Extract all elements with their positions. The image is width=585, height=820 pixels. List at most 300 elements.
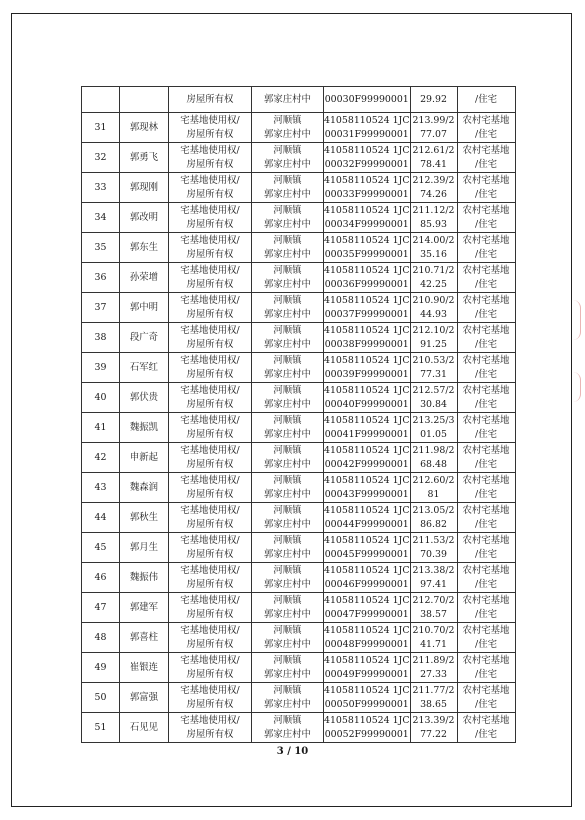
cell-code-line: 00039F99990001 — [324, 368, 409, 380]
cell-code-line: 41058110524 1JC — [324, 714, 410, 726]
cell-right-type-line: 房屋所有权 — [186, 458, 234, 470]
cell-right-type-line: 宅基地使用权/ — [180, 174, 240, 186]
cell-use-line: 农村宅基地 — [462, 594, 510, 606]
cell-location-line: 河顺镇 — [273, 444, 302, 456]
cell-use-line: 农村宅基地 — [462, 174, 510, 186]
cell-code-line: 41058110524 1JC — [324, 294, 410, 306]
cell-right-type-line: 房屋所有权 — [186, 548, 234, 560]
cell-code-line: 00050F99990001 — [324, 698, 409, 710]
cell-area-line: 212.10/2 — [412, 324, 455, 336]
cell-use — [457, 533, 515, 563]
seal-mark — [573, 372, 581, 402]
cell-location — [252, 203, 324, 233]
cell-code-line: 00042F99990001 — [324, 458, 409, 470]
cell-code — [324, 683, 411, 713]
cell-location — [252, 443, 324, 473]
cell-code — [324, 533, 411, 563]
cell-location-line: 郭家庄村中 — [264, 638, 311, 650]
cell-area-line: 211.12/2 — [412, 204, 455, 216]
cell-area-line: 30.84 — [420, 398, 447, 410]
cell-location-line: 郭家庄村中 — [264, 188, 311, 200]
cell-name: 郭富强 — [120, 683, 169, 713]
cell-use-line: 农村宅基地 — [462, 354, 510, 366]
cell-area-line: 70.39 — [420, 548, 447, 560]
cell-area-line: 213.39/2 — [412, 714, 455, 726]
cell-use-line: 农村宅基地 — [462, 264, 510, 276]
table-row — [82, 353, 516, 383]
cell-code — [324, 233, 411, 263]
cell-no: 43 — [82, 473, 120, 503]
cell-use — [457, 653, 515, 683]
cell-area — [410, 593, 457, 623]
table-row — [82, 533, 516, 563]
cell-location-line: 河顺镇 — [273, 714, 302, 726]
cell-right-type-line: 宅基地使用权/ — [180, 564, 240, 576]
cell-use — [457, 413, 515, 443]
cell-location-line: 河顺镇 — [273, 534, 302, 546]
cell-area-line: 212.39/2 — [412, 174, 455, 186]
cell-area — [410, 413, 457, 443]
cell-location-line: 郭家庄村中 — [264, 458, 311, 470]
cell-code — [324, 353, 411, 383]
cell-location — [252, 473, 324, 503]
cell-code-line: 41058110524 1JC — [324, 564, 410, 576]
seal-mark — [573, 300, 581, 340]
cell-location — [252, 353, 324, 383]
cell-right-type-line: 宅基地使用权/ — [180, 504, 240, 516]
cell-use — [457, 383, 515, 413]
cell-use-line: /住宅 — [475, 308, 497, 320]
cell-area — [410, 713, 457, 743]
cell-area-line: 210.53/2 — [412, 354, 455, 366]
cell-location-line: 郭家庄村中 — [264, 428, 311, 440]
table-row — [82, 593, 516, 623]
cell-use-line: /住宅 — [475, 338, 497, 350]
cell-location-line: 河顺镇 — [273, 144, 302, 156]
cell-right-type — [169, 263, 252, 293]
cell-code-line: 00040F99990001 — [324, 398, 409, 410]
cell-use — [457, 593, 515, 623]
cell-right-type — [169, 383, 252, 413]
cell-code — [324, 203, 411, 233]
cell-use — [457, 143, 515, 173]
cell-code-line: 00045F99990001 — [324, 548, 409, 560]
cell-use-line: 农村宅基地 — [462, 234, 510, 246]
cell-no: 47 — [82, 593, 120, 623]
cell-location-line: 河顺镇 — [273, 234, 302, 246]
cell-use-line: /住宅 — [475, 488, 497, 500]
cell-use — [457, 203, 515, 233]
cell-no: 40 — [82, 383, 120, 413]
cell-right-type — [169, 593, 252, 623]
cell-right-type-line: 宅基地使用权/ — [180, 444, 240, 456]
cell-use — [457, 323, 515, 353]
cell-code — [324, 623, 411, 653]
cell-right-type — [169, 143, 252, 173]
cell-area-line: 214.00/2 — [412, 234, 455, 246]
cell-right-type — [169, 293, 252, 323]
cell-name: 魏森润 — [120, 473, 169, 503]
cell-location-line: 河顺镇 — [273, 624, 302, 636]
cell-use — [457, 473, 515, 503]
cell-right-type-line: 房屋所有权 — [186, 128, 234, 140]
cell-location-line: 郭家庄村中 — [264, 158, 311, 170]
cell-right-type-line: 房屋所有权 — [186, 578, 234, 590]
cell-area — [410, 683, 457, 713]
cell-name: 段广奇 — [120, 323, 169, 353]
cell-right-type-line: 房屋所有权 — [186, 338, 234, 350]
cell-location — [252, 653, 324, 683]
cell-location-line: 河顺镇 — [273, 474, 302, 486]
cell-right-type-line: 宅基地使用权/ — [180, 594, 240, 606]
cell-no: 32 — [82, 143, 120, 173]
cell-use-line: 农村宅基地 — [462, 624, 510, 636]
cell-right-type — [169, 683, 252, 713]
cell-no: 50 — [82, 683, 120, 713]
cell-code-line: 41058110524 1JC — [324, 684, 410, 696]
cell-code-line: 00046F99990001 — [324, 578, 409, 590]
table-row — [82, 563, 516, 593]
cell-code-line: 00031F99990001 — [324, 128, 409, 140]
cell-location — [252, 293, 324, 323]
table-row — [82, 87, 516, 113]
cell-location-line: 郭家庄村中 — [264, 578, 311, 590]
cell-use — [457, 563, 515, 593]
table-row — [82, 623, 516, 653]
cell-use-line: 农村宅基地 — [462, 414, 510, 426]
cell-area-line: 211.53/2 — [412, 534, 455, 546]
cell-name: 魏振伟 — [120, 563, 169, 593]
cell-right-type-line: 宅基地使用权/ — [180, 144, 240, 156]
cell-area — [410, 293, 457, 323]
cell-area — [410, 323, 457, 353]
cell-use-line: 农村宅基地 — [462, 714, 510, 726]
cell-location — [252, 623, 324, 653]
cell-code-line: 00047F99990001 — [324, 608, 409, 620]
cell-right-type — [169, 653, 252, 683]
cell-right-type — [169, 533, 252, 563]
cell-no: 36 — [82, 263, 120, 293]
cell-use — [457, 263, 515, 293]
cell-code-line: 41058110524 1JC — [324, 624, 410, 636]
cell-use-line: 农村宅基地 — [462, 444, 510, 456]
cell-use — [457, 713, 515, 743]
table-row — [82, 143, 516, 173]
cell-area-line: 77.31 — [420, 368, 447, 380]
cell-use-line: 农村宅基地 — [462, 384, 510, 396]
cell-location — [252, 233, 324, 263]
cell-location — [252, 113, 324, 143]
cell-right-type — [169, 203, 252, 233]
cell-name: 石见见 — [120, 713, 169, 743]
cell-area-line: 212.57/2 — [412, 384, 455, 396]
cell-code-line: 00036F99990001 — [324, 278, 409, 290]
cell-right-type-line: 房屋所有权 — [186, 218, 234, 230]
cell-area-line: 42.25 — [420, 278, 447, 290]
cell-code-line: 00037F99990001 — [324, 308, 409, 320]
cell-area-line: 77.22 — [420, 728, 447, 740]
cell-code-line: 00033F99990001 — [324, 188, 409, 200]
table-row — [82, 173, 516, 203]
cell-right-type-line: 宅基地使用权/ — [180, 294, 240, 306]
cell-code — [324, 503, 411, 533]
cell-no: 33 — [82, 173, 120, 203]
cell-use-line: /住宅 — [475, 398, 497, 410]
cell-location — [252, 683, 324, 713]
cell-use-line: /住宅 — [475, 428, 497, 440]
cell-name: 郭喜柱 — [120, 623, 169, 653]
cell-location — [252, 263, 324, 293]
cell-right-type-line: 宅基地使用权/ — [180, 234, 240, 246]
cell-right-type — [169, 503, 252, 533]
cell-right-type — [169, 623, 252, 653]
cell-area-line: 212.61/2 — [412, 144, 455, 156]
cell-right-type — [169, 443, 252, 473]
cell-area — [410, 533, 457, 563]
cell-code-line: 00041F99990001 — [324, 428, 409, 440]
cell-area-line: 85.93 — [420, 218, 447, 230]
cell-area-line: 38.65 — [420, 698, 447, 710]
cell-name: 崔银连 — [120, 653, 169, 683]
cell-area — [410, 623, 457, 653]
cell-use-line: /住宅 — [475, 188, 497, 200]
cell-right-type-line: 房屋所有权 — [186, 278, 234, 290]
cell-right-type — [169, 473, 252, 503]
cell-right-type — [169, 173, 252, 203]
cell-area-line: 41.71 — [420, 638, 447, 650]
cell-right-type-line: 房屋所有权 — [186, 188, 234, 200]
cell-no: 31 — [82, 113, 120, 143]
cell-right-type — [169, 713, 252, 743]
table-row — [82, 473, 516, 503]
cell-code-line: 00044F99990001 — [324, 518, 409, 530]
cell-right-type — [169, 353, 252, 383]
cell-use: /住宅 — [457, 87, 515, 113]
cell-use — [457, 233, 515, 263]
cell-location-line: 河顺镇 — [273, 264, 302, 276]
cell-area-line: 27.33 — [420, 668, 447, 680]
cell-area-line: 81 — [427, 488, 440, 500]
cell-use-line: /住宅 — [475, 608, 497, 620]
cell-code-line: 41058110524 1JC — [324, 474, 410, 486]
cell-no: 48 — [82, 623, 120, 653]
cell-right-type-line: 宅基地使用权/ — [180, 114, 240, 126]
cell-code — [324, 563, 411, 593]
cell-area — [410, 143, 457, 173]
cell-name: 郭建军 — [120, 593, 169, 623]
cell-name — [120, 87, 169, 113]
cell-location-line: 郭家庄村中 — [264, 548, 311, 560]
cell-no: 44 — [82, 503, 120, 533]
cell-location-line: 郭家庄村中 — [264, 698, 311, 710]
cell-no: 37 — [82, 293, 120, 323]
cell-use-line: 农村宅基地 — [462, 684, 510, 696]
cell-code-line: 41058110524 1JC — [324, 234, 410, 246]
table-row — [82, 653, 516, 683]
cell-code — [324, 653, 411, 683]
cell-area — [410, 443, 457, 473]
cell-use-line: /住宅 — [475, 368, 497, 380]
cell-right-type-line: 房屋所有权 — [186, 638, 234, 650]
cell-location — [252, 593, 324, 623]
cell-area — [410, 263, 457, 293]
cell-code-line: 41058110524 1JC — [324, 654, 410, 666]
cell-code-line: 41058110524 1JC — [324, 114, 410, 126]
cell-name: 郭勇飞 — [120, 143, 169, 173]
cell-area-line: 78.41 — [420, 158, 447, 170]
cell-code-line: 41058110524 1JC — [324, 414, 410, 426]
cell-name: 郭现林 — [120, 113, 169, 143]
cell-area-line: 210.90/2 — [412, 294, 455, 306]
cell-code-line: 00032F99990001 — [324, 158, 409, 170]
table-row — [82, 413, 516, 443]
cell-use-line: /住宅 — [475, 698, 497, 710]
cell-area-line: 210.70/2 — [412, 624, 455, 636]
cell-no: 35 — [82, 233, 120, 263]
table-row — [82, 233, 516, 263]
cell-right-type-line: 房屋所有权 — [186, 158, 234, 170]
cell-use-line: /住宅 — [475, 578, 497, 590]
cell-code-line: 41058110524 1JC — [324, 594, 410, 606]
cell-area-line: 211.77/2 — [412, 684, 455, 696]
cell-area — [410, 653, 457, 683]
cell-area — [410, 383, 457, 413]
cell-right-type-line: 宅基地使用权/ — [180, 324, 240, 336]
cell-location-line: 河顺镇 — [273, 354, 302, 366]
cell-area-line: 38.57 — [420, 608, 447, 620]
table-row — [82, 113, 516, 143]
cell-name: 郭伏贵 — [120, 383, 169, 413]
cell-location-line: 郭家庄村中 — [264, 278, 311, 290]
cell-use-line: 农村宅基地 — [462, 534, 510, 546]
table-row — [82, 203, 516, 233]
cell-location-line: 河顺镇 — [273, 174, 302, 186]
cell-use — [457, 623, 515, 653]
cell-location-line: 河顺镇 — [273, 414, 302, 426]
cell-code-line: 00035F99990001 — [324, 248, 409, 260]
cell-area — [410, 563, 457, 593]
cell-area — [410, 173, 457, 203]
cell-name: 郭月生 — [120, 533, 169, 563]
cell-use-line: 农村宅基地 — [462, 654, 510, 666]
cell-no: 41 — [82, 413, 120, 443]
cell-use-line: 农村宅基地 — [462, 204, 510, 216]
cell-code — [324, 173, 411, 203]
cell-location-line: 郭家庄村中 — [264, 338, 311, 350]
cell-right-type-line: 房屋所有权 — [186, 608, 234, 620]
cell-use-line: /住宅 — [475, 548, 497, 560]
cell-code — [324, 593, 411, 623]
table-row — [82, 713, 516, 743]
cell-area-line: 44.93 — [420, 308, 447, 320]
cell-area-line: 213.25/3 — [412, 414, 455, 426]
cell-location — [252, 323, 324, 353]
cell-location-line: 河顺镇 — [273, 324, 302, 336]
cell-code-line: 00043F99990001 — [324, 488, 409, 500]
cell-code-line: 41058110524 1JC — [324, 504, 410, 516]
cell-name: 申新起 — [120, 443, 169, 473]
cell-no: 38 — [82, 323, 120, 353]
cell-code — [324, 473, 411, 503]
cell-location-line: 河顺镇 — [273, 684, 302, 696]
cell-use-line: /住宅 — [475, 638, 497, 650]
cell-use-line: 农村宅基地 — [462, 564, 510, 576]
cell-right-type-line: 房屋所有权 — [186, 518, 234, 530]
cell-code — [324, 263, 411, 293]
cell-code — [324, 113, 411, 143]
cell-use-line: /住宅 — [475, 668, 497, 680]
cell-location-line: 郭家庄村中 — [264, 248, 311, 260]
cell-use-line: 农村宅基地 — [462, 144, 510, 156]
cell-use-line: /住宅 — [475, 248, 497, 260]
cell-location-line: 郭家庄村中 — [264, 308, 311, 320]
cell-location-line: 河顺镇 — [273, 384, 302, 396]
cell-name: 魏振凯 — [120, 413, 169, 443]
cell-use-line: /住宅 — [475, 218, 497, 230]
cell-area-line: 77.07 — [420, 128, 447, 140]
cell-use-line: 农村宅基地 — [462, 504, 510, 516]
cell-location — [252, 413, 324, 443]
cell-no: 46 — [82, 563, 120, 593]
cell-use — [457, 443, 515, 473]
cell-location — [252, 143, 324, 173]
cell-right-type-line: 宅基地使用权/ — [180, 624, 240, 636]
cell-code — [324, 443, 411, 473]
cell-right-type — [169, 233, 252, 263]
cell-location-line: 郭家庄村中 — [264, 668, 311, 680]
cell-location — [252, 563, 324, 593]
cell-right-type-line: 房屋所有权 — [186, 698, 234, 710]
table-row — [82, 383, 516, 413]
cell-right-type-line: 宅基地使用权/ — [180, 264, 240, 276]
table-row — [82, 293, 516, 323]
cell-no: 49 — [82, 653, 120, 683]
cell-right-type-line: 宅基地使用权/ — [180, 354, 240, 366]
cell-area — [410, 233, 457, 263]
cell-location-line: 郭家庄村中 — [264, 398, 311, 410]
cell-use — [457, 173, 515, 203]
cell-code-line: 41058110524 1JC — [324, 204, 410, 216]
cell-name: 石军红 — [120, 353, 169, 383]
cell-code-line: 00049F99990001 — [324, 668, 409, 680]
cell-location-line: 郭家庄村中 — [264, 608, 311, 620]
cell-code-line: 41058110524 1JC — [324, 324, 410, 336]
table-row — [82, 443, 516, 473]
cell-right-type: 房屋所有权 — [169, 87, 252, 113]
cell-location-line: 郭家庄村中 — [264, 368, 311, 380]
cell-area-line: 35.16 — [420, 248, 447, 260]
cell-area-line: 213.05/2 — [412, 504, 455, 516]
cell-location — [252, 713, 324, 743]
cell-location-line: 河顺镇 — [273, 114, 302, 126]
cell-right-type-line: 房屋所有权 — [186, 398, 234, 410]
cell-name: 孙荣增 — [120, 263, 169, 293]
cell-right-type-line: 宅基地使用权/ — [180, 384, 240, 396]
cell-code-line: 41058110524 1JC — [324, 534, 410, 546]
cell-use-line: /住宅 — [475, 458, 497, 470]
cell-code-line: 00048F99990001 — [324, 638, 409, 650]
cell-use-line: 农村宅基地 — [462, 324, 510, 336]
cell-no: 42 — [82, 443, 120, 473]
cell-right-type-line: 房屋所有权 — [186, 308, 234, 320]
cell-area — [410, 203, 457, 233]
table-row — [82, 503, 516, 533]
cell-right-type — [169, 563, 252, 593]
cell-code — [324, 413, 411, 443]
cell-location — [252, 533, 324, 563]
cell-right-type-line: 宅基地使用权/ — [180, 684, 240, 696]
cell-name: 郭中明 — [120, 293, 169, 323]
